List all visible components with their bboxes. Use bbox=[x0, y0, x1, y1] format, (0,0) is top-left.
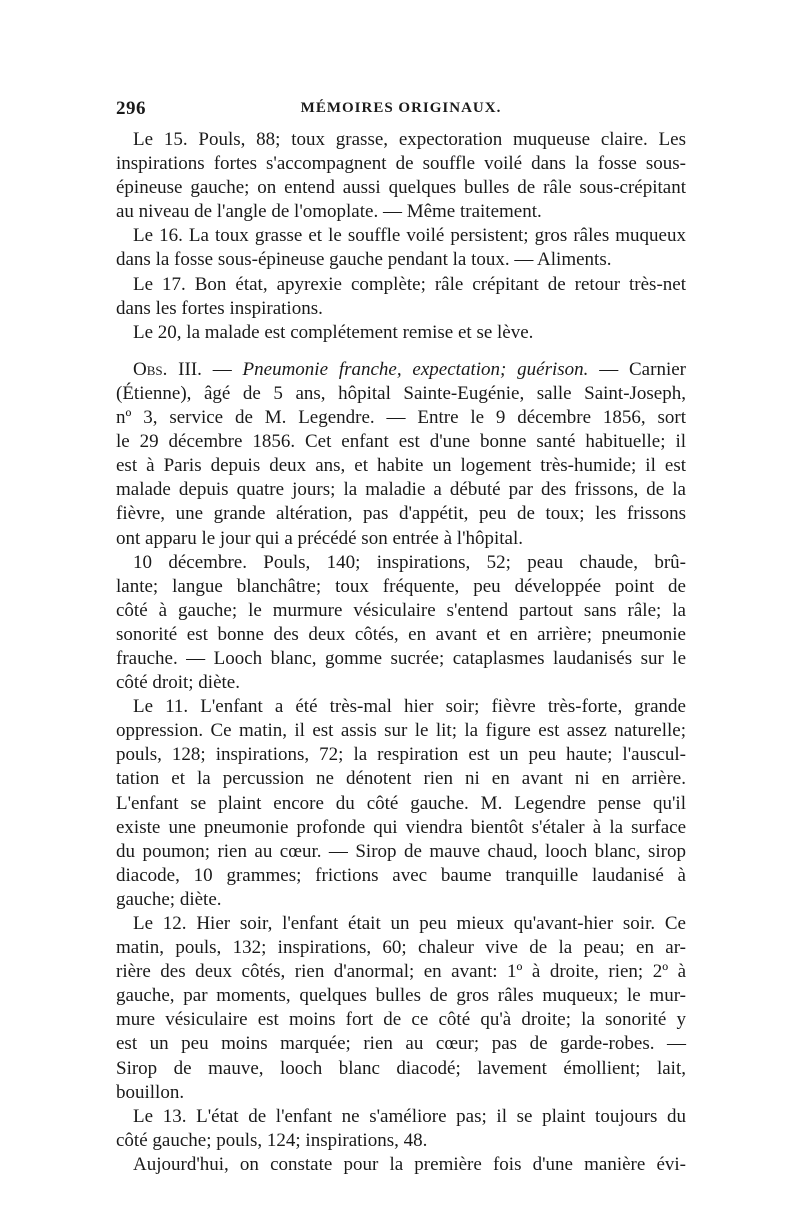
observation-title: Pneumonie franche, expectation; guérison. bbox=[242, 358, 589, 380]
text-line: gauche, par moments, quelques bulles de gros râles muqueux; le mur- bbox=[116, 985, 686, 1007]
text-line: au niveau de l'angle de l'omoplate. — Même traitement. bbox=[116, 201, 542, 223]
text-line: Sirop de mauve, looch blanc diacodé; lavement émollient; lait, bbox=[116, 1057, 686, 1079]
text-line: tation et la percussion ne dénotent rien ni en avant ni en arrière. bbox=[116, 768, 686, 790]
observation-line-rest: — Carnier bbox=[599, 358, 686, 380]
text-line: dans les fortes inspirations. bbox=[116, 297, 323, 319]
section-gap bbox=[116, 345, 686, 358]
page-header bbox=[116, 98, 686, 124]
observation-heading-line bbox=[116, 358, 686, 382]
text-line: Le 17. Bon état, apyrexie complète; râle crépitant de retour très-net bbox=[133, 273, 686, 295]
text-line: Aujourd'hui, on constate pour la première fois d'une manière évi- bbox=[133, 1153, 686, 1175]
text-line: rière des deux côtés, rien d'anormal; en avant: 1º à droite, rien; 2º à bbox=[116, 961, 686, 983]
text-line: 10 décembre. Pouls, 140; inspirations, 52; peau chaude, brû- bbox=[133, 551, 686, 573]
text-line: diacode, 10 grammes; frictions avec baume tranquille laudanisé à bbox=[116, 864, 686, 886]
text-line: dans la fosse sous-épineuse gauche pendant la toux. — Aliments. bbox=[116, 249, 612, 271]
text-line: inspirations fortes s'accompagnent de souffle voilé dans la fosse sous- bbox=[116, 153, 686, 175]
text-line: lante; langue blanchâtre; toux fréquente, peu développée point de bbox=[116, 575, 686, 597]
text-line: L'enfant se plaint encore du côté gauche. M. Legendre pense qu'il bbox=[116, 792, 686, 814]
paragraph bbox=[116, 273, 686, 321]
text-line: Le 12. Hier soir, l'enfant était un peu mieux qu'avant-hier soir. Ce bbox=[133, 913, 686, 934]
paragraph bbox=[116, 912, 686, 1105]
text-line: sonorité est bonne des deux côtés, en avant et en arrière; pneumonie bbox=[116, 623, 686, 645]
text-line: côté droit; diète. bbox=[116, 672, 240, 694]
paragraph bbox=[116, 321, 686, 345]
observation-label: Obs. III. — bbox=[133, 358, 232, 380]
text-line: oppression. Ce matin, il est assis sur le lit; la figure est assez naturelle; bbox=[116, 720, 686, 742]
text-line: gauche; diète. bbox=[116, 888, 222, 910]
text-line: ont apparu le jour qui a précédé son entrée à l'hôpital. bbox=[116, 527, 524, 549]
text-line: Le 11. L'enfant a été très-mal hier soir; fièvre très-forte, grande bbox=[133, 696, 686, 718]
text-line: nº 3, service de M. Legendre. — Entre le 9 décembre 1856, sort bbox=[116, 407, 686, 429]
observation-paragraph bbox=[116, 358, 686, 551]
text-line: Le 15. Pouls, 88; toux grasse, expectoration muqueuse claire. Les bbox=[133, 129, 686, 150]
text-line: mure vésiculaire est moins fort de ce côté qu'à droite; la sonorité y bbox=[116, 1009, 686, 1031]
text-line: le 29 décembre 1856. Cet enfant est d'une bonne santé habituelle; il bbox=[116, 431, 686, 453]
text-line: Le 16. La toux grasse et le souffle voilé persistent; gros râles muqueux bbox=[133, 225, 686, 247]
page-number: 296 bbox=[116, 98, 146, 119]
paragraph bbox=[116, 224, 686, 272]
text-line: existe une pneumonie profonde qui viendra bientôt s'étaler à la surface bbox=[116, 816, 686, 838]
text-line: est à Paris depuis deux ans, et habite un logement très-humide; il est bbox=[116, 455, 686, 477]
text-line: Le 13. L'état de l'enfant ne s'améliore pas; il se plaint toujours du bbox=[133, 1105, 686, 1127]
text-line: est un peu moins marquée; rien au cœur; pas de garde-robes. — bbox=[116, 1033, 686, 1055]
body-text bbox=[116, 128, 686, 1177]
running-head: MÉMOIRES ORIGINAUX. bbox=[300, 100, 502, 116]
paragraph bbox=[116, 695, 686, 912]
paragraph bbox=[116, 1153, 686, 1177]
paragraph bbox=[116, 128, 686, 224]
text-line: fièvre, une grande altération, pas d'appétit, peu de toux; les frissons bbox=[116, 503, 686, 525]
text-line: matin, pouls, 132; inspirations, 60; chaleur vive de la peau; en ar- bbox=[116, 937, 686, 959]
text-line: épineuse gauche; on entend aussi quelques bulles de râle sous-crépitant bbox=[116, 177, 686, 199]
text-line: frauche. — Looch blanc, gomme sucrée; cataplasmes laudanisés sur le bbox=[116, 647, 686, 669]
text-line: pouls, 128; inspirations, 72; la respiration est un peu haute; l'auscul- bbox=[116, 744, 686, 766]
text-line: malade depuis quatre jours; la maladie a débuté par des frissons, de la bbox=[116, 479, 686, 501]
text-line: du poumon; rien au cœur. — Sirop de mauve chaud, looch blanc, sirop bbox=[116, 840, 686, 862]
text-line: Le 20, la malade est complétement remise et se lève. bbox=[133, 321, 534, 343]
text-line: côté gauche; pouls, 124; inspirations, 48. bbox=[116, 1129, 428, 1151]
paragraph bbox=[116, 551, 686, 696]
text-line: (Étienne), âgé de 5 ans, hôpital Sainte-Eugénie, salle Saint-Joseph, bbox=[116, 382, 686, 404]
text-line: bouillon. bbox=[116, 1081, 185, 1103]
text-line: côté à gauche; le murmure vésiculaire s'entend partout sans râle; la bbox=[116, 599, 686, 621]
paragraph bbox=[116, 1105, 686, 1153]
